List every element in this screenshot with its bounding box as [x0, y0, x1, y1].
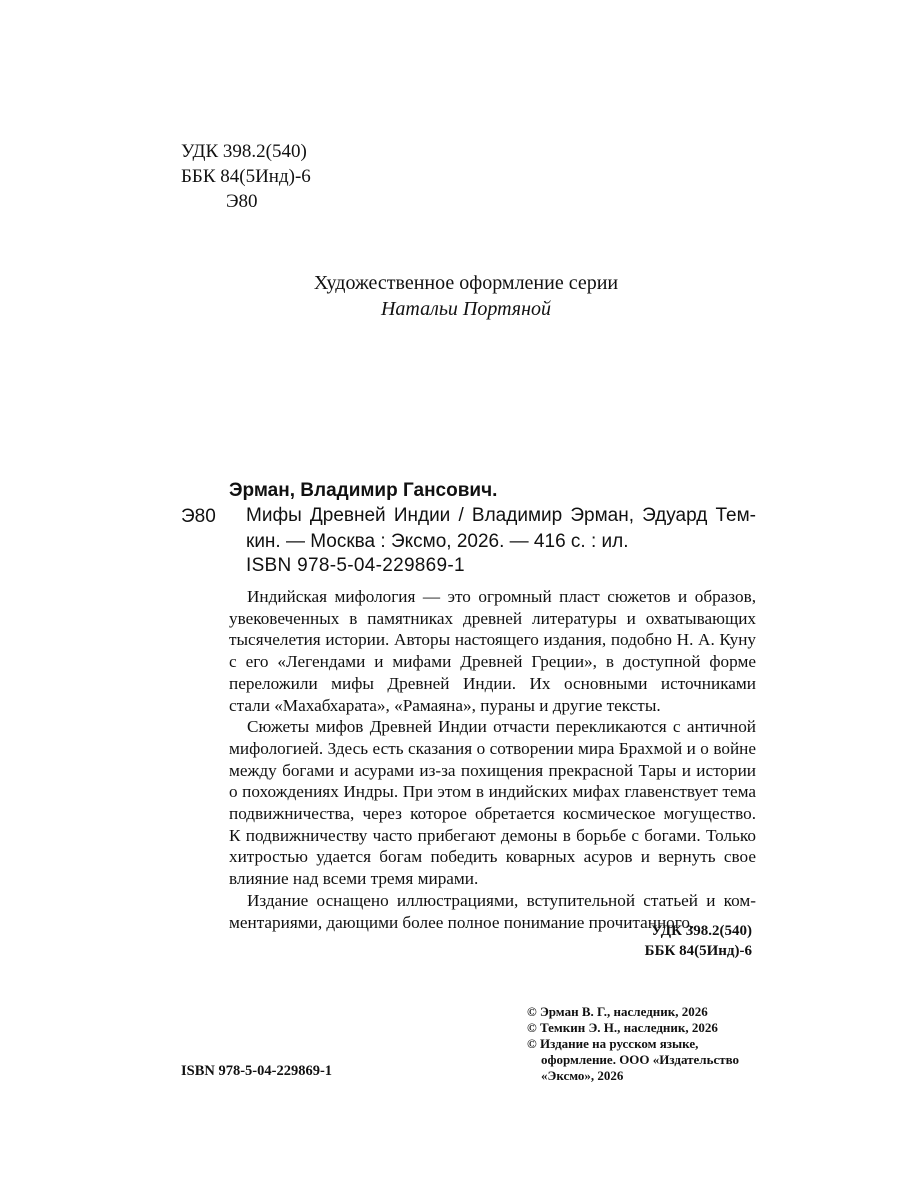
design-credit-name: Натальи Портяной	[380, 298, 552, 320]
bbk-code-right: ББК 84(5Инд)-6	[644, 943, 752, 959]
author-code: Э80	[181, 506, 216, 527]
annotation-line: переложили мифы Древней Индии. Их основными источниками	[229, 673, 756, 693]
annotation-line: Издание оснащено иллюстрациями, вступительной статьей и ком-	[247, 890, 756, 910]
classification-right	[628, 921, 752, 961]
copyright-line: © Темкин Э. Н., наследник, 2026	[527, 1020, 718, 1035]
bibliographic-description	[246, 503, 756, 555]
classification-block	[181, 139, 311, 214]
design-credit	[0, 270, 900, 322]
annotation-line: тысячелетия истории. Авторы настоящего издания, подобно Н. А. Куну	[229, 630, 756, 650]
copyright-block	[527, 1004, 739, 1084]
annotation-line: Сюжеты мифов Древней Индии отчасти перекликаются с античной	[247, 717, 756, 737]
annotation-line: подвижничества, через которое обретается космическое могущество.	[229, 804, 756, 824]
bbk-code: ББК 84(5Инд)-6	[181, 166, 311, 187]
annotation-line: стали «Махабхарата», «Рамаяна», пураны и другие тексты.	[229, 695, 661, 715]
design-credit-label: Художественное оформление серии	[313, 272, 619, 294]
udk-code: УДК 398.2(540)	[181, 141, 307, 162]
annotation-line: хитростью удается богам победить коварных асуров и вернуть свое	[229, 847, 756, 867]
author-mark: Э80	[226, 191, 258, 212]
biblio-line: кин. — Москва : Эксмо, 2026. — 416 с. : ил.	[246, 531, 629, 552]
copyright-line: © Эрман В. Г., наследник, 2026	[527, 1004, 708, 1019]
annotation-line: мифологией. Здесь есть сказания о сотворении мира Брахмой и о войне	[229, 738, 756, 758]
annotation-line: Индийская мифология — это огромный пласт сюжетов и образов,	[247, 587, 756, 606]
annotation	[229, 586, 756, 933]
udk-code-right: УДК 398.2(540)	[651, 923, 752, 939]
annotation-line: увековеченных в памятниках древней литературы и охватывающих	[229, 608, 756, 628]
copyright-line: оформление. ООО «Издательство	[541, 1052, 740, 1067]
biblio-line: Мифы Древней Индии / Владимир Эрман, Эдуард Тем-	[246, 505, 756, 526]
isbn-record: ISBN 978-5-04-229869-1	[246, 555, 465, 576]
annotation-line: с его «Легендами и мифами Древней Греции», в доступной форме	[229, 652, 756, 672]
isbn-bottom: ISBN 978-5-04-229869-1	[181, 1063, 333, 1079]
copyright-line: «Эксмо», 2026	[541, 1068, 624, 1083]
copyright-line: © Издание на русском языке,	[527, 1036, 699, 1051]
annotation-line: ментариями, дающими более полное понимание прочитанного.	[229, 912, 695, 932]
annotation-line: К подвижничеству часто прибегают демоны в борьбе с богами. Только	[229, 825, 756, 845]
annotation-line: о похождениях Индры. При этом в индийских мифах главенствует тема	[229, 782, 756, 802]
author-heading: Эрман, Владимир Гансович.	[229, 480, 498, 501]
annotation-line: влияние над всеми тремя мирами.	[229, 869, 479, 889]
annotation-line: между богами и асурами из-за похищения прекрасной Тары и истории	[229, 760, 756, 780]
